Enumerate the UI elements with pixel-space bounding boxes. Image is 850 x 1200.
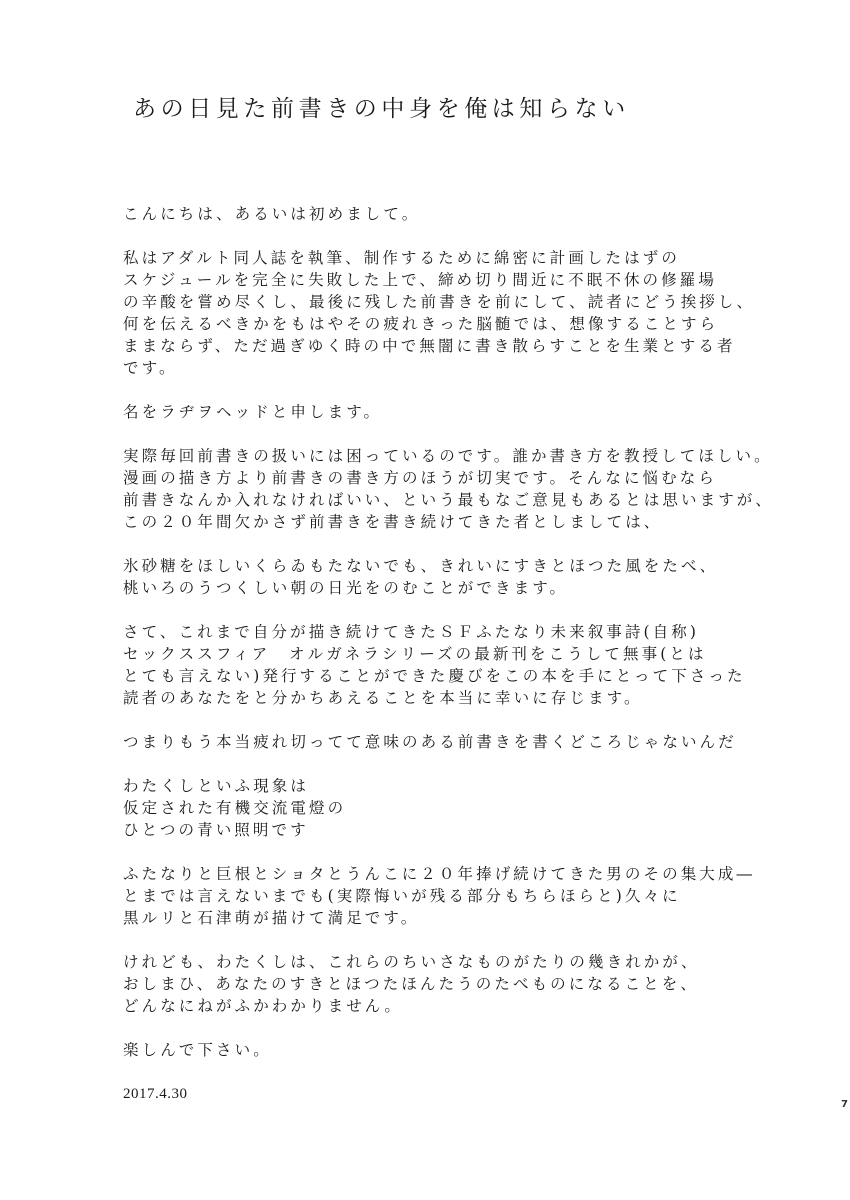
page-number: 7 bbox=[841, 1099, 848, 1110]
text-line: 前書きなんか入れなければいい、という最もなご意見もあるとは思いますが、 bbox=[123, 491, 775, 509]
paragraph-closing bbox=[123, 1039, 763, 1061]
paragraph-quote-3 bbox=[123, 951, 763, 1017]
text-line: 読者のあなたをと分かちあえることを本当に幸いに存じます。 bbox=[123, 689, 643, 707]
text-line: ままならず、ただ過ぎゆく時の中で無闇に書き散らすことを生業とする者 bbox=[123, 337, 736, 355]
text-line: とても言えない)発行することができた慶びをこの本を手にとって下さった bbox=[123, 667, 746, 685]
text-line: さて、これまで自分が描き続けてきたＳＦふたなり未来叙事詩(自称) bbox=[123, 623, 699, 641]
paragraph-intro bbox=[123, 247, 763, 379]
date-paragraph bbox=[123, 1083, 763, 1105]
text-line: 実際毎回前書きの扱いには困っているのです。誰か書き方を教授してほしい。 bbox=[123, 447, 773, 465]
paragraph-trouble bbox=[123, 445, 775, 533]
text-line: 氷砂糖をほしいくらゐもたないでも、きれいにすきとほつた風をたべ、 bbox=[123, 557, 719, 575]
page-title: あの日見た前書きの中身を俺は知らない bbox=[133, 96, 630, 122]
text-line: こんにちは、あるいは初めまして。 bbox=[123, 205, 421, 223]
text-line: つまりもう本当疲れ切ってて意味のある前書きを書くどころじゃないんだ bbox=[123, 733, 737, 751]
text-line: 仮定された有機交流電燈の bbox=[123, 799, 347, 817]
paragraph-release bbox=[123, 621, 763, 709]
text-line: セックススフィア オルガネラシリーズの最新刊をこうして無事(とは bbox=[123, 645, 707, 663]
text-line: 何を伝えるべきかをもはやその疲れきった脳髄では、想像することすら bbox=[123, 315, 719, 333]
text-line: 楽しんで下さい。 bbox=[123, 1041, 272, 1059]
text-line: の辛酸を嘗め尽くし、最後に残した前書きを前にして、読者にどう挨拶し、 bbox=[123, 293, 756, 311]
text-line: ひとつの青い照明です bbox=[123, 821, 309, 839]
paragraph-quote-2 bbox=[123, 775, 763, 841]
paragraph-quote-1 bbox=[123, 555, 763, 599]
text-line: 私はアダルト同人誌を執筆、制作するために綿密に計画したはずの bbox=[123, 249, 680, 267]
date: 2017.4.30 bbox=[123, 1086, 188, 1102]
text-line: 黒ルリと石津萌が描けて満足です。 bbox=[123, 909, 420, 927]
text-line: ふたなりと巨根とショタとうんこに２０年捧げ続けてきた男のその集大成― bbox=[123, 865, 756, 883]
foreword-body bbox=[123, 203, 775, 1127]
text-line: 漫画の描き方より前書きの書き方のほうが切実です。そんなに悩むなら bbox=[123, 469, 717, 487]
text-line: 桃いろのうつくしい朝の日光をのむことができます。 bbox=[123, 579, 569, 597]
text-line: 名をラヂヲヘッドと申します。 bbox=[123, 403, 383, 421]
text-line: です。 bbox=[123, 359, 178, 377]
text-line: けれども、わたくしは、これらのちいさなものがたりの幾きれかが、 bbox=[123, 953, 700, 971]
text-line: どんなにねがふかわかりません。 bbox=[123, 997, 403, 1015]
text-line: おしまひ、あなたのすきとほつたほんたうのたべものになることを、 bbox=[123, 975, 699, 993]
paragraph-tired bbox=[123, 731, 763, 753]
paragraph-name bbox=[123, 401, 763, 423]
text-line: わたくしといふ現象は bbox=[123, 777, 310, 795]
paragraph-greeting bbox=[123, 203, 763, 225]
text-line: この２０年間欠かさず前書きを書き続けてきた者としましては、 bbox=[123, 513, 663, 531]
text-line: とまでは言えないまでも(実際悔いが残る部分もちらほらと)久々に bbox=[123, 887, 681, 905]
paragraph-culmination bbox=[123, 863, 763, 929]
text-line: スケジュールを完全に失敗した上で、締め切り間近に不眠不休の修羅場 bbox=[123, 271, 717, 289]
